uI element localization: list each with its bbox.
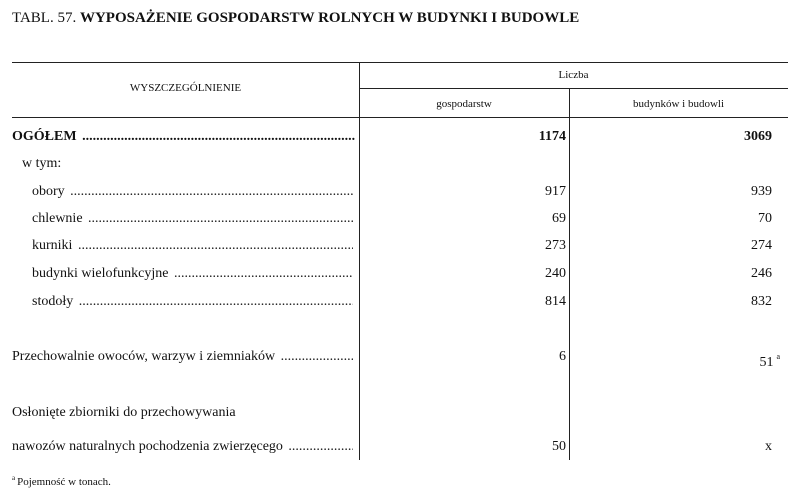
row-label-przechowalnie: Przechowalnie owoców, warzyw i ziemniaków ..... xyxy=(12,348,353,366)
column-header-budynkow: budynków i budowli xyxy=(632,98,725,110)
cell-chlewnie-budynkow: 70 xyxy=(758,211,772,226)
cell-wielofunkcyjne-budynkow: 246 xyxy=(751,266,772,281)
group-rule xyxy=(359,88,788,89)
header-bottom-rule xyxy=(12,117,788,118)
footnote-ref-a: a xyxy=(776,352,780,361)
table-title xyxy=(12,10,579,27)
row-label-ogolem: OGÓŁEM ..... xyxy=(12,128,355,146)
cell-chlewnie-gospodarstw: 69 xyxy=(552,211,566,226)
cell-stodoly-gospodarstw: 814 xyxy=(545,294,566,309)
cell-przechowalnie-budynkow-value: 51 xyxy=(759,355,774,370)
row-label-zbiorniki-line1: Osłonięte zbiorniki do przechowywania xyxy=(12,405,236,420)
cell-przechowalnie-gospodarstw: 6 xyxy=(559,349,566,364)
cell-obory-budynkow: 939 xyxy=(751,184,772,199)
cell-obory-gospodarstw: 917 xyxy=(545,184,566,199)
cell-kurniki-budynkow: 274 xyxy=(751,238,772,253)
group-header: Liczba xyxy=(558,69,589,81)
row-label-stodoly: stodoły ..... xyxy=(32,293,353,311)
table-number: TABL. 57. xyxy=(12,10,77,26)
cell-ogolem-gospodarstw: 1174 xyxy=(538,129,566,144)
cell-stodoly-budynkow: 832 xyxy=(751,294,772,309)
row-label-obory: obory ..... xyxy=(32,183,353,201)
row-label-chlewnie: chlewnie ..... xyxy=(32,210,353,228)
cell-przechowalnie-budynkow xyxy=(569,348,780,372)
column-header-gospodarstw: gospodarstw xyxy=(436,98,492,110)
cell-zbiorniki-gospodarstw: 50 xyxy=(552,439,566,454)
stub-divider xyxy=(359,62,360,460)
footnote xyxy=(12,474,111,488)
cell-zbiorniki-budynkow: x xyxy=(765,439,772,454)
top-rule xyxy=(12,62,788,63)
row-label-wielofunkcyjne: budynki wielofunkcyjne ..... xyxy=(32,265,353,283)
row-label-wtym: w tym: xyxy=(22,156,62,171)
table-name: WYPOSAŻENIE GOSPODARSTW ROLNYCH W BUDYNKI I BUDOWLE xyxy=(79,10,580,26)
row-label-kurniki: kurniki ..... xyxy=(32,237,353,255)
cell-wielofunkcyjne-gospodarstw: 240 xyxy=(545,266,566,281)
row-label-zbiorniki-line2: nawozów naturalnych pochodzenia zwierzęcego ..... xyxy=(12,438,353,456)
cell-kurniki-gospodarstw: 273 xyxy=(545,238,566,253)
cell-ogolem-budynkow: 3069 xyxy=(744,129,772,144)
footnote-text: Pojemność w tonach. xyxy=(17,476,111,488)
footnote-marker: a xyxy=(12,474,16,482)
stub-header: WYSZCZEGÓLNIENIE xyxy=(129,82,242,94)
